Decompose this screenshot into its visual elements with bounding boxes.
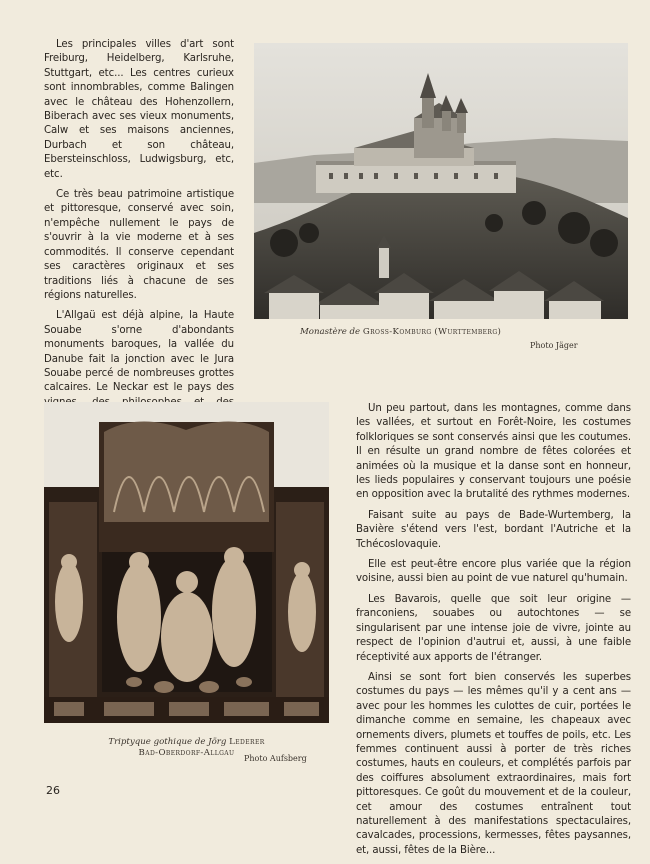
paragraph: L'Allgaü est déjà alpine, la Haute Souabe s'orne d'abondants monuments baroques, la vallée du Danube fait la jonction avec le Jura Souabe percé de nombreuses grottes calcaires. Le Neckar est le pays des	[44, 310, 234, 394]
paragraph: Les Bavarois, quelle que soit leur origine — franconiens, souabes ou autochtones — se singularisent par une intense joie de vivre, jointe au respect de l'opinion d'autrui et, aussi, à une faible réceptivité aux apports de l'étranger.	[356, 593, 631, 663]
paragraph: Ainsi se sont fort bien conservés les superbes costumes du pays — les mêmes qu'il y a cent ans — avec pour les hommes les culottes de cuir, portées le dimanche comme en semaine, les chapeaux avec ornements divers, plumets et touffes de poils, etc. Les femmes continuent aussi à porter de très riches costumes, hauts en couleurs, et complétés parfois par des coiffures absolument extraordinaires, mais fort pittoresques. Ce goût du mouvement et de la couleur, cet amour des costumes entraînent tout naturellement à des manifestations spectaculaires, cavalcades, processions, kermesses, fêtes paysannes, et, aussi, fêtes de la Bière...	[356, 671, 631, 856]
paragraph: Faisant suite au pays de Bade-Wurtemberg, la Bavière s'étend vers l'est, bordant l'Autriche et la Tchécoslovaquie.	[356, 509, 631, 550]
right-text-column	[356, 402, 631, 864]
caption-region: (Wurttemberg)	[434, 327, 502, 337]
caption-italic: Triptyque gothique de Jörg	[108, 737, 227, 747]
monastery-illustration	[254, 43, 628, 319]
paragraph: Elle est peut-être encore plus variée que la région voisine, aussi bien au point de vue naturel qu'humain.	[356, 559, 631, 585]
monastery-photograph	[254, 43, 628, 319]
caption-italic: Monastère de	[300, 327, 361, 337]
triptych-illustration	[44, 402, 329, 723]
caption-artist: Lederer	[229, 737, 265, 747]
paragraph: Ce très beau patrimoine artistique et pittoresque, conservé avec soin, n'empêche nullement le pays de s'ouvrir à la vie moderne et à ses commodités. Il conserve cependant ses caractères originaux et ses traditions liés à chacune de ses régions naturelles.	[44, 189, 234, 301]
caption-place: Gross-Komburg	[362, 327, 432, 337]
caption-location: Bad-Oberdorf-Allgau	[138, 748, 235, 758]
left-text-column	[44, 38, 234, 459]
page-number: 26	[46, 784, 60, 797]
paragraph: Les principales villes d'art sont Freiburg, Heidelberg, Karlsruhe, Stuttgart, etc... Les centres curieux sont innombrables, comme Balingen avec le château des Hohenzollern, Biberach avec ses vieux monuments, Calw et ses maisons anciennes, Durbach et son château, Ebersteinschloss, Ludwigsburg, etc, etc.	[44, 39, 234, 180]
monastery-caption	[300, 327, 630, 337]
triptych-photograph	[44, 402, 329, 723]
monastery-photo-credit: Photo Jäger	[530, 341, 578, 350]
paragraph: Un peu partout, dans les montagnes, comme dans les vallées, et surtout en Forêt-Noire, les costumes folkloriques se sont conservés ainsi que les coutumes. Il en résulte un grand nombre de fêtes colorées et animées où la musique et la danse sont en honneur, les lieds populaires y conservant toujours une poésie en opposition avec la brutalité des rythmes modernes.	[356, 403, 631, 501]
triptych-photo-credit: Photo Aufsberg	[244, 754, 307, 763]
